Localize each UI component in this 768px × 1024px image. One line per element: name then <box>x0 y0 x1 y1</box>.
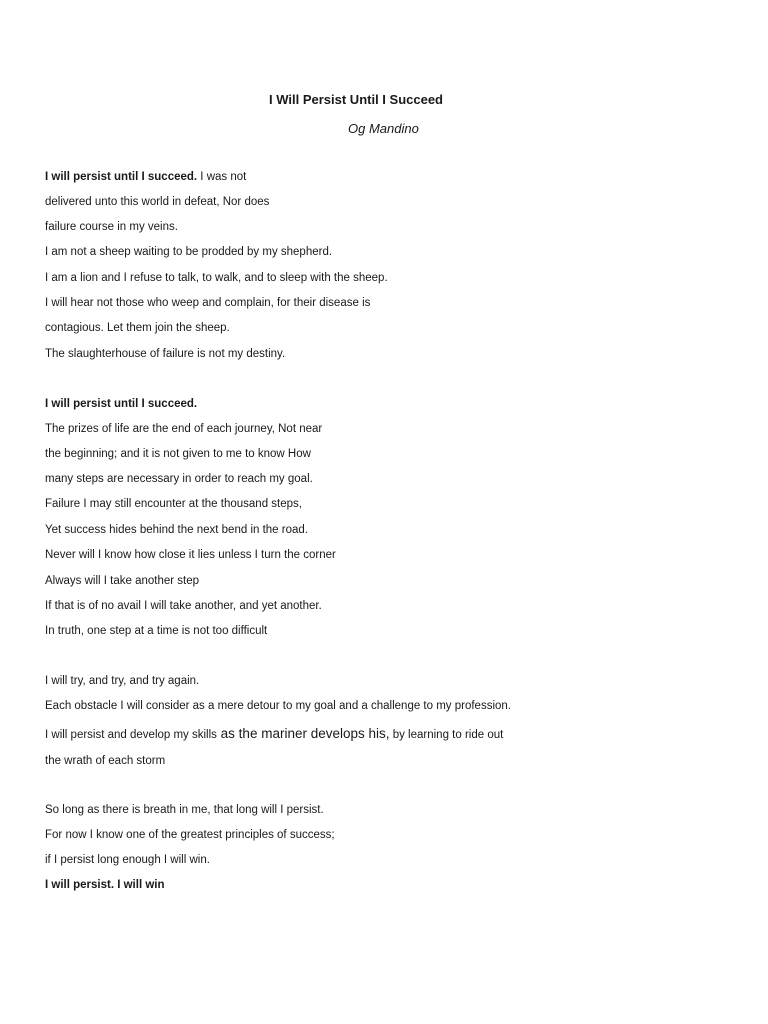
poem-line: Yet success hides behind the next bend in the road. <box>45 524 308 536</box>
poem-line: For now I know one of the greatest principles of success; <box>45 829 335 841</box>
poem-line-bold: I will persist until I succeed. <box>45 171 198 183</box>
poem-line: So long as there is breath in me, that long will I persist. <box>45 804 324 816</box>
poem-line-text: I will persist and develop my skills <box>45 729 217 741</box>
poem-line: Never will I know how close it lies unless I turn the corner <box>45 549 336 561</box>
poem-line-text: I was not <box>197 171 247 183</box>
document-page: I Will Persist Until I Succeed Og Mandino I will persist until I succeed. I was not delivered unto this world in defeat, Nor does failure course in my veins. I am not a sheep waiting to be prodded by my shepherd. I am a lion and I refuse to talk, to walk, and to sleep with the sheep. I will hear not those who weep and complain, for their disease is contagious. Let them join the sheep. The slaughterhouse of failure is not my destiny. I will persist until I succeed. The prizes of life are the end of each journey, Not near the beginning; and it is not given to me to know How many steps are necessary in order to reach my goal. Failure I may still encounter at the thousand steps, Yet success hides behind the next bend in the road. Never will I know how close it lies unless I turn the corner Always will I take another step If that is of no avail I will take another, and yet another. In truth, one step at a time is not too difficult I will try, and try, and try again. Each obstacle I will consider as a mere detour to my goal and a challenge to my profession. I will persist and develop my skills as the mariner develops his, by learning to ride out the wrath of each storm So long as there is breath in me, that long will I persist. For now I know one of the greatest principles of success; if I persist long enough I will win. I will persist. I will win <box>0 0 768 1024</box>
poem-line: failure course in my veins. <box>45 221 178 233</box>
poem-line <box>45 171 246 183</box>
poem-line: The prizes of life are the end of each journey, Not near <box>45 423 323 435</box>
poem-line: many steps are necessary in order to reach my goal. <box>45 473 313 485</box>
poem-line: Always will I take another step <box>45 575 200 587</box>
poem-line: the wrath of each storm <box>45 755 166 767</box>
poem-line: The slaughterhouse of failure is not my destiny. <box>45 348 286 360</box>
poem-line: contagious. Let them join the sheep. <box>45 322 230 334</box>
poem-line: I am a lion and I refuse to talk, to walk, and to sleep with the sheep. <box>45 272 388 284</box>
poem-line <box>45 726 503 741</box>
poem-line: if I persist long enough I will win. <box>45 854 210 866</box>
poem-line: In truth, one step at a time is not too difficult <box>45 625 268 637</box>
poem-line-text: by learning to ride out <box>389 729 504 741</box>
poem-line: I am not a sheep waiting to be prodded by my shepherd. <box>45 246 333 258</box>
poem-line: delivered unto this world in defeat, Nor does <box>45 196 270 208</box>
poem-line: Failure I may still encounter at the thousand steps, <box>45 498 302 510</box>
poem-line-bold: I will persist until I succeed. <box>45 398 198 410</box>
document-title: I Will Persist Until I Succeed <box>269 92 443 107</box>
poem-line-text-large: as the mariner develops his, <box>216 726 390 741</box>
poem-line-bold: I will persist. I will win <box>45 879 165 891</box>
poem-line: the beginning; and it is not given to me to know How <box>45 448 311 460</box>
poem-line: Each obstacle I will consider as a mere detour to my goal and a challenge to my profession. <box>45 700 511 712</box>
poem-line: I will hear not those who weep and complain, for their disease is <box>45 297 371 309</box>
poem-line: If that is of no avail I will take another, and yet another. <box>45 600 322 612</box>
poem-line: I will try, and try, and try again. <box>45 675 200 687</box>
